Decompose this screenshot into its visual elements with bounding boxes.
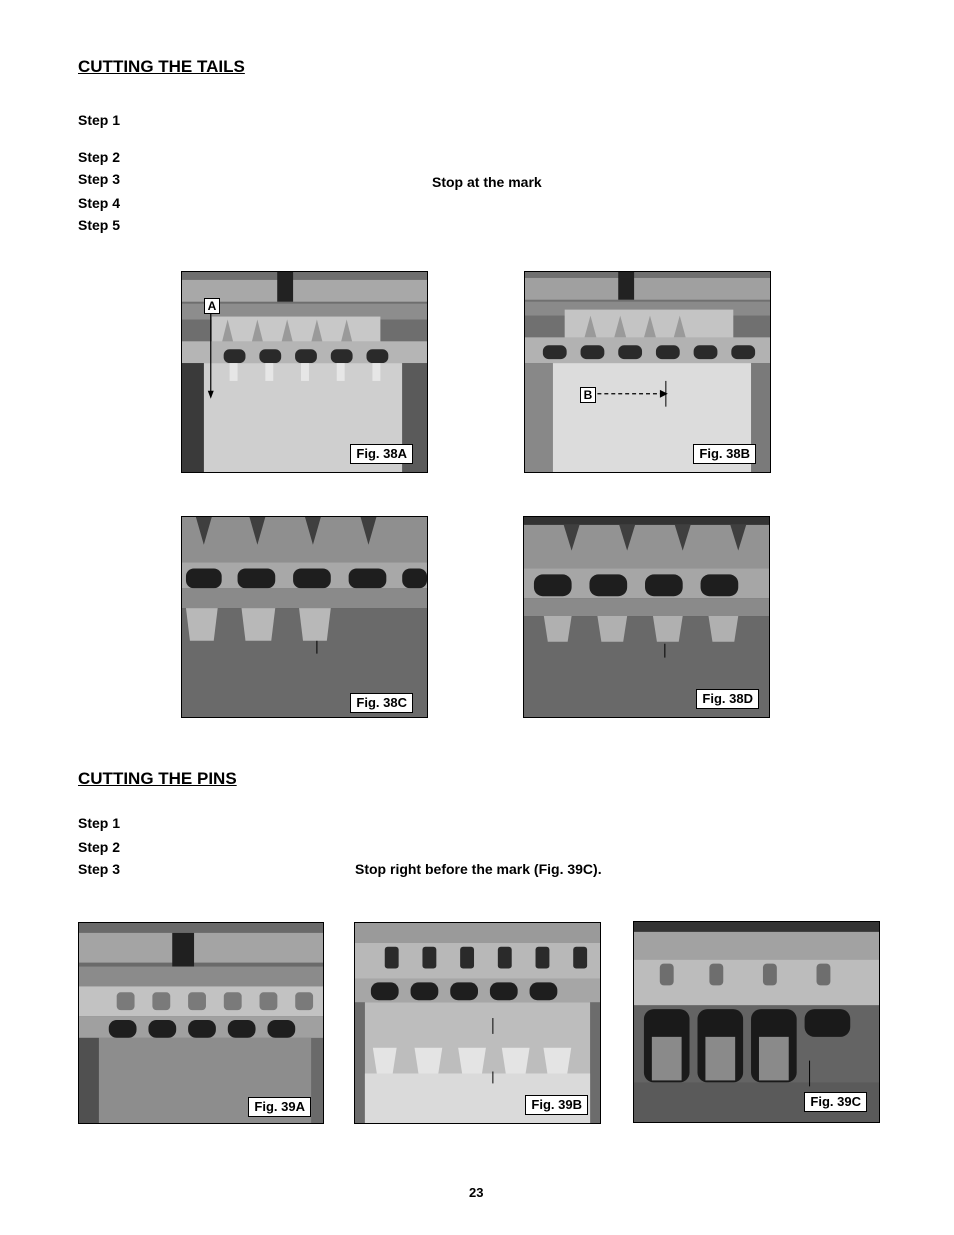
figure-38b-photo	[525, 272, 770, 472]
fig-39b-label: Fig. 39B	[525, 1095, 588, 1115]
tails-step-2: Step 2	[78, 149, 121, 165]
figure-38d-photo	[524, 517, 769, 717]
tails-step-1: Step 1	[78, 112, 121, 128]
figure-39c	[633, 921, 880, 1123]
figure-38b	[524, 271, 771, 473]
fig-39c-label: Fig. 39C	[804, 1092, 867, 1112]
tails-step-4: Step 4	[78, 195, 121, 211]
tails-step-3: Step 3	[78, 171, 121, 187]
pins-step-1: Step 1	[78, 815, 121, 831]
tails-step-5: Step 5	[78, 217, 121, 233]
page-number: 23	[469, 1185, 484, 1200]
fig-38c-label: Fig. 38C	[350, 693, 413, 713]
figure-39b	[354, 922, 601, 1124]
pins-step-3: Step 3	[78, 861, 121, 877]
fig-38a-label: Fig. 38A	[350, 444, 413, 464]
pins-step-3-note: Stop right before the mark (Fig. 39C).	[355, 861, 602, 877]
figure-38a	[181, 271, 428, 473]
fig-38d-label: Fig. 38D	[696, 689, 759, 709]
tails-step-3-note: Stop at the mark	[432, 174, 542, 190]
pins-heading: CUTTING THE PINS	[78, 769, 237, 788]
figure-38c-photo	[182, 517, 427, 717]
figure-39a-photo	[79, 923, 323, 1123]
figure-38c	[181, 516, 428, 718]
tails-heading: CUTTING THE TAILS	[78, 57, 245, 76]
pins-step-2: Step 2	[78, 839, 121, 855]
figure-39b-photo	[355, 923, 600, 1123]
fig-38b-label: Fig. 38B	[693, 444, 756, 464]
figure-39a	[78, 922, 324, 1124]
marker-a: A	[204, 298, 220, 314]
fig-39a-label: Fig. 39A	[248, 1097, 311, 1117]
figure-38d	[523, 516, 770, 718]
marker-b: B	[580, 387, 596, 403]
